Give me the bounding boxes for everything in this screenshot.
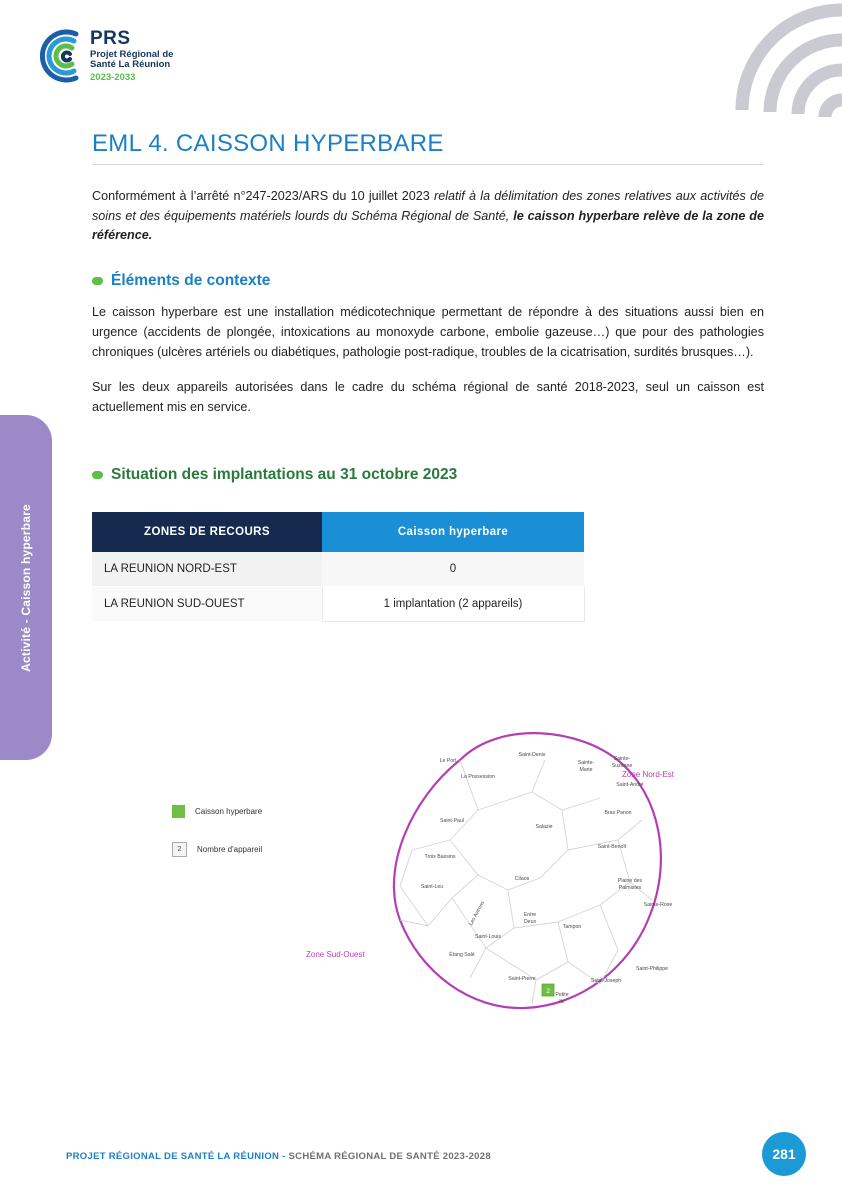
bullet-icon [92,277,103,285]
svg-text:Saint-Benoît: Saint-Benoît [597,844,627,850]
lead-paragraph [92,187,764,246]
svg-text:Saint-Paul: Saint-Paul [440,818,464,824]
svg-text:Deux: Deux [523,919,537,925]
footer-text [66,1151,491,1162]
svg-text:Bras Panon: Bras Panon [604,810,632,816]
logo-years: 2023-2033 [90,71,136,83]
svg-text:La Possession: La Possession [461,774,495,780]
svg-text:Sainte-: Sainte- [613,756,631,762]
paragraph-contexte-2: Sur les deux appareils autorisées dans le cadre du schéma régional de santé 2018-2023, seul un caisson est actuellement mis en service. [92,379,764,415]
svg-text:Étang Salé: Étang Salé [449,952,475,958]
table-cell-value: 0 [322,552,584,587]
svg-text:Suzanne: Suzanne [611,763,633,769]
side-tab-label: Activité - Caisson hyperbare [19,503,33,672]
svg-text:Trois Bassins: Trois Bassins [424,854,456,860]
logo-subtitle-line2: Santé La Réunion [90,59,171,71]
table-row [92,586,584,621]
lead-part-2: relatif à la délimitation des zones relatives aux activités de soins et des équipements matériels lourds du Schéma Régional de Santé, [92,189,764,223]
legend-item-caisson [172,805,262,818]
implantations-table-wrapper [92,512,764,622]
svg-text:Entre: Entre [523,912,537,918]
svg-text:Plaine des: Plaine des [617,878,643,884]
svg-text:2: 2 [546,988,550,995]
side-tab-chapter [0,415,52,760]
svg-text:Marie: Marie [579,767,593,773]
svg-text:Cilaos: Cilaos [514,876,530,882]
svg-text:Saint-André: Saint-André [616,782,644,788]
footer-text-grey: SCHÉMA RÉGIONAL DE SANTÉ 2023-2028 [288,1151,491,1162]
svg-text:Ile: Ile [559,999,565,1005]
page-number-badge: 281 [762,1132,806,1176]
map-legend [172,805,262,881]
logo [30,28,173,84]
lead-part-1: Conformément à l’arrêté n°247-2023/ARS du 10 juillet 2023 [92,189,435,203]
svg-text:Saint-Denis: Saint-Denis [518,752,546,758]
logo-title: PRS [90,28,131,50]
section-heading-contexte-label: Éléments de contexte [111,271,271,289]
table-row [92,552,584,587]
table-header-caisson: Caisson hyperbare [322,512,584,552]
green-square-icon [172,805,185,818]
svg-text:Saint-Pierre: Saint-Pierre [508,976,536,982]
prs-logo-icon [30,28,82,84]
table-cell-zone: LA REUNION NORD-EST [92,552,322,587]
section-heading-situation [92,466,764,484]
lead-part-3: le caisson hyperbare relève de la zone de référence. [92,208,764,243]
section-heading-situation-label: Situation des implantations au 31 octobre 2023 [111,465,458,483]
table-header-row [92,512,584,552]
section-heading-contexte [92,272,764,290]
bullet-icon [92,471,103,479]
legend-item-appareil [172,842,262,857]
reunion-map [300,700,720,1040]
svg-text:Saint-Leu: Saint-Leu [420,884,444,890]
title-divider [92,164,764,165]
svg-text:Petite: Petite [555,992,569,998]
svg-text:Sainte-: Sainte- [577,760,595,766]
legend-item-appareil-label: Nombre d'appareil [197,845,263,854]
svg-text:Tampon: Tampon [562,924,582,930]
svg-text:Le Port: Le Port [439,758,457,764]
table-header-zones: ZONES DE RECOURS [92,512,322,552]
svg-text:Sainte-Rose: Sainte-Rose [643,902,673,908]
svg-text:Saint-Joseph: Saint-Joseph [590,978,622,984]
legend-item-caisson-label: Caisson hyperbare [195,807,263,816]
footer-text-blue: PROJET RÉGIONAL DE SANTÉ LA RÉUNION - [66,1151,289,1162]
logo-subtitle-line1: Projet Régional de [90,48,174,60]
svg-text:Les Avirons: Les Avirons [468,900,487,927]
svg-text:Saint-Louis: Saint-Louis [475,934,501,940]
svg-text:Saint-Philippe: Saint-Philippe [635,966,669,972]
count-chip-icon: 2 [172,842,187,857]
page-footer [0,1124,842,1190]
zone-label-nord-est: Zone Nord-Est [622,770,675,779]
svg-text:Salazie: Salazie [535,824,553,830]
table-cell-zone: LA REUNION SUD-OUEST [92,586,322,621]
svg-text:Palmistes: Palmistes [618,885,642,891]
table-cell-value: 1 implantation (2 appareils) [322,586,584,621]
paragraph-contexte-1: Le caisson hyperbare est une installation médicotechnique permettant de répondre à des situations aussi bien en urgence (accidents de plongée, intoxications au monoxyde carbone, embolie gazeuse…) que pour des pathologies chroniques (ulcères artériels ou diabétiques, pathologie post-radique, troubles de la cicatrisation, surdités brusques…). [92,304,764,360]
zone-label-sud-ouest: Zone Sud-Ouest [306,950,365,959]
main-content [92,130,764,622]
page-title: EML 4. CAISSON HYPERBARE [92,130,444,157]
implantations-table [92,512,585,622]
